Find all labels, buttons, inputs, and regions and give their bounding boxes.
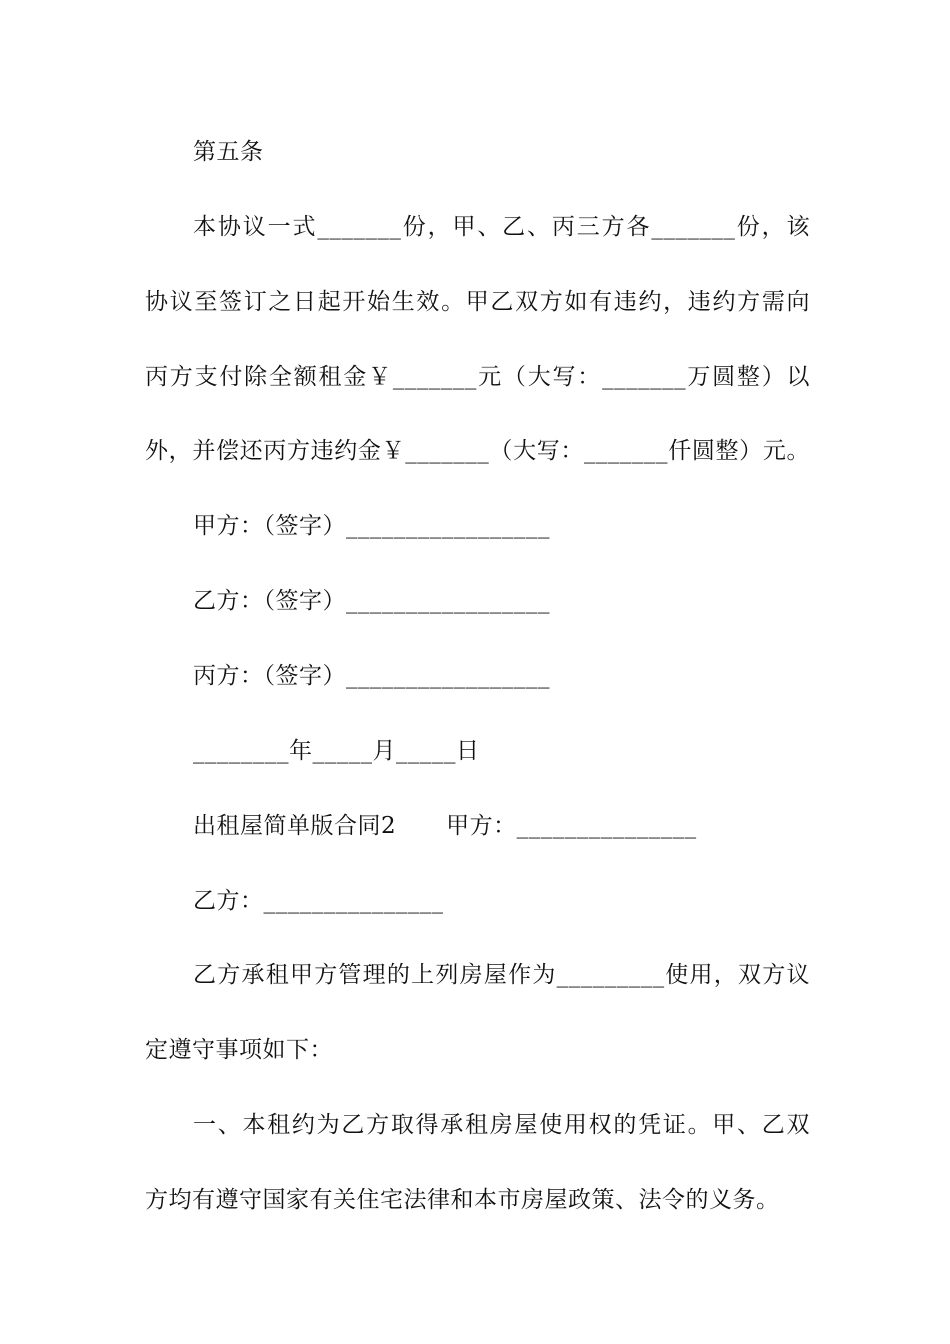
paragraph-line: 协议至签订之日起开始生效。甲乙双方如有违约，违约方需向 xyxy=(145,289,810,315)
paragraph-line: 一、本租约为乙方取得承租房屋使用权的凭证。甲、乙双 xyxy=(193,1112,810,1138)
paragraph-line: 本协议一式_______份，甲、乙、丙三方各_______份，该 xyxy=(193,214,810,240)
contract2-title: 出租屋简单版合同2 xyxy=(193,813,397,839)
signature-party-c: 丙方：（签字）_________________ xyxy=(193,663,550,689)
paragraph-line: 方均有遵守国家有关住宅法律和本市房屋政策、法令的义务。 xyxy=(145,1187,780,1213)
article-heading: 第五条 xyxy=(193,139,264,165)
paragraph-line: 定遵守事项如下： xyxy=(145,1037,333,1063)
signature-date: ________年_____月_____日 xyxy=(193,738,480,764)
contract2-party-b: 乙方：_______________ xyxy=(193,888,444,914)
signature-party-a: 甲方：（签字）_________________ xyxy=(193,513,550,539)
contract2-header-line xyxy=(193,811,810,841)
signature-party-b: 乙方：（签字）_________________ xyxy=(193,588,550,614)
paragraph-line: 外，并偿还丙方违约金￥_______（大写：_______仟圆整）元。 xyxy=(145,438,810,464)
paragraph-line: 丙方支付除全额租金￥_______元（大写：_______万圆整）以 xyxy=(145,364,810,390)
paragraph-line: 乙方承租甲方管理的上列房屋作为_________使用，双方议 xyxy=(193,962,810,988)
contract2-party-a: 甲方：_______________ xyxy=(446,813,697,839)
